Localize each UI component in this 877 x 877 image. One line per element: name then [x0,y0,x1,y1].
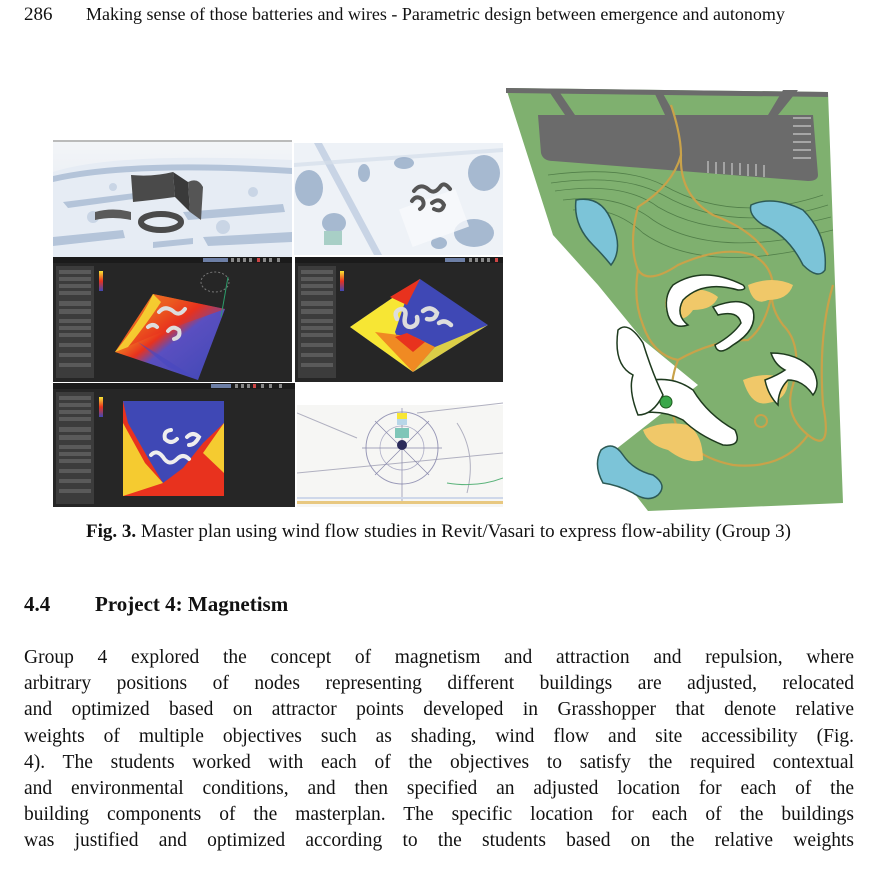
figure-3 [53,85,863,515]
panel-wind-rose-map [297,383,503,507]
section-number: 4.4 [24,592,51,616]
wind-simulation-plan-image [53,383,295,507]
master-plan-site-image [503,85,863,515]
paragraph-line: arbitrary positions of nodes representing different buildings are adjusted, relocated [24,673,854,695]
panel-master-plan-site [503,85,863,515]
section-heading [24,592,288,617]
paragraph-line: 4). The students worked with each of the objectives to satisfy the required contextual [24,751,854,773]
perspective-3d-model-image [53,142,292,257]
panel-perspective-3d-model [53,140,292,257]
paragraph-line: Group 4 explored the concept of magnetism and attraction and repulsion, where [24,647,854,668]
figure-caption-text: Master plan using wind flow studies in Revit/Vasari to express flow-ability (Group 3) [136,521,791,542]
figure-caption [0,521,877,543]
paragraph-line: weights of multiple objectives such as shading, wind flow and site accessibility (Fig. [24,725,854,747]
paragraph-line: building components of the masterplan. The specific location for each of the buildings [24,804,854,826]
wind-rose-map-image [297,383,503,507]
aerial-site-view-image [294,143,503,255]
running-title: Making sense of those batteries and wires - Parametric design between emergence and autonomy [86,4,785,24]
panel-wind-simulation-perspective-b [295,257,503,382]
section-title: Project 4: Magnetism [95,592,289,616]
wind-simulation-a-image [53,257,292,382]
paragraph-line: was justified and optimized according to the students based on the relative weights [24,830,854,852]
running-header [24,4,867,26]
figure-label: Fig. 3. [85,521,137,542]
paragraph-line: and optimized based on attractor points developed in Grasshopper that denote relative [24,699,854,721]
page-number: 286 [24,4,53,25]
tall-building [131,172,175,202]
body-paragraph [24,645,854,855]
paragraph-line: and environmental conditions, and then specified an adjusted location for each of the [24,778,854,800]
panel-wind-simulation-plan [53,383,295,507]
panel-aerial-site-view [294,143,503,255]
wind-simulation-b-image [295,257,503,382]
panel-wind-simulation-perspective-a [53,257,292,382]
